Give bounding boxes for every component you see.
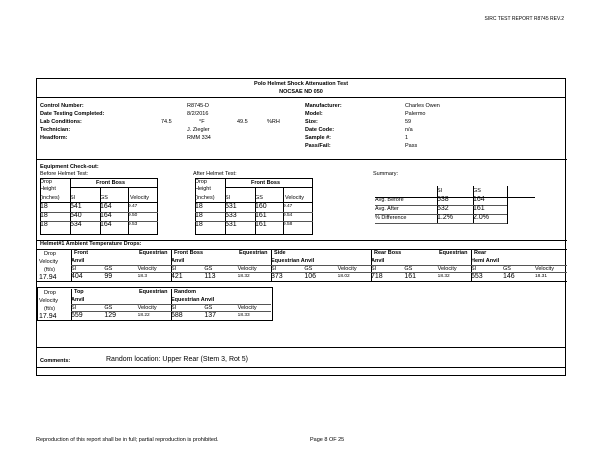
info-label: Headform: [40, 135, 68, 141]
cell-velocity: 18.02 [337, 274, 350, 279]
drop-label: Drop [44, 290, 56, 296]
cell-si: 404 [71, 273, 83, 280]
cell-si: 533 [225, 212, 237, 219]
rule [70, 187, 158, 188]
cell-gs: 161 [404, 273, 417, 280]
summary-gs: 161 [473, 205, 485, 212]
cell-drop: 18 [40, 212, 48, 219]
cell-velocity: 9.50 [128, 213, 138, 218]
col-gs: GS [204, 305, 213, 311]
col-gs: GS [304, 266, 313, 272]
location-label: Rear [474, 250, 487, 256]
col-velocity: Velocity [337, 266, 357, 272]
rule [171, 311, 271, 312]
info-label: Technician: [40, 127, 71, 133]
col-velocity: Velocity [137, 305, 157, 311]
equestrian-label: Equestrian [239, 250, 268, 256]
col-gs: GS [404, 266, 413, 272]
rule [71, 272, 171, 273]
cell-gs: 164 [100, 212, 112, 219]
anvil-label: Hemi Anvil [471, 258, 500, 264]
summary-col-si: SI [437, 188, 443, 194]
cell-gs: 129 [104, 312, 117, 319]
anvil-label: Equestrian Anvil [171, 297, 215, 303]
info-value: Palermo [405, 111, 426, 117]
cell-velocity: 9.58 [283, 222, 293, 227]
col-gs: GS [503, 266, 511, 272]
info-value: RMM 334 [187, 135, 211, 141]
cell-gs: 164 [100, 203, 112, 210]
cell-gs: 137 [204, 312, 217, 319]
rule [128, 187, 129, 235]
location-label: Front [74, 250, 89, 256]
anvil-label: Anvil [71, 258, 85, 264]
cell-si: 531 [225, 203, 237, 210]
checkout-heading: Equipment Check-out: [40, 164, 99, 170]
summary-gs: 2.0% [473, 214, 489, 221]
location-label: Front Boss [174, 250, 204, 256]
col-si: SI [71, 305, 77, 311]
col-si: SI [70, 195, 76, 201]
rule [40, 202, 158, 203]
footer-page: Page 8 OF 25 [310, 437, 345, 443]
before-label: Before Helmet Test: [40, 171, 89, 177]
test-sheet [36, 78, 566, 376]
cell-gs: 160 [255, 203, 267, 210]
rule [37, 159, 567, 160]
fts-label: (ft/s) [44, 267, 55, 273]
summary-label: % Difference [375, 215, 407, 221]
sheet-title: Polo Helmet Shock Attenuation Test [253, 81, 349, 87]
col-si: SI [171, 305, 177, 311]
col-si: SI [225, 195, 231, 201]
lab-temp-unit: °F [199, 119, 205, 125]
cell-drop: 18 [40, 203, 48, 210]
col-si: SI [471, 266, 477, 272]
rule [37, 281, 567, 282]
rule [195, 212, 313, 213]
cell-velocity: 18.32 [437, 274, 450, 279]
cell-si: 531 [225, 221, 237, 228]
drop-label: Drop [195, 179, 207, 185]
location-label: Side [274, 250, 286, 256]
rule [371, 272, 471, 273]
cell-velocity: 9.47 [283, 204, 293, 209]
cell-si: 421 [171, 273, 183, 280]
info-value: 1 [405, 135, 409, 141]
cell-si: 540 [70, 212, 82, 219]
info-value: Pass [405, 143, 418, 149]
cell-gs: 161 [255, 212, 267, 219]
col-si: SI [271, 266, 277, 272]
cell-gs: 161 [255, 221, 267, 228]
rule [37, 249, 567, 250]
ambient-heading: Helmet#1 Ambient Temperature Drops: [40, 241, 142, 247]
summary-col-gs: GS [473, 188, 481, 194]
col-gs: GS [100, 195, 108, 201]
col-gs: GS [204, 266, 213, 272]
lab-temp: 74.5 [161, 119, 172, 125]
sheet-standard: NOCSAE ND 050 [279, 89, 323, 95]
info-label: Manufacturer: [305, 103, 342, 109]
fts-label: (ft/s) [44, 306, 55, 312]
drop-label: Height [40, 186, 56, 192]
cell-si: 534 [70, 221, 82, 228]
cell-si: 373 [271, 273, 283, 280]
cell-drop: 18 [40, 221, 48, 228]
summary-label: Summary: [373, 171, 399, 177]
col-gs: GS [255, 195, 263, 201]
col-velocity: Velocity [437, 266, 457, 272]
info-value: J. Ziegler [187, 127, 210, 133]
cell-drop: 18 [195, 203, 203, 210]
rule [271, 272, 371, 273]
cell-velocity: 9.53 [128, 222, 138, 227]
location-label: Top [74, 289, 84, 295]
drop-velocity: 17.94 [39, 313, 57, 320]
drop-label: Height [195, 186, 211, 192]
after-label: After Helmet Test: [193, 171, 237, 177]
cell-velocity: 9.47 [128, 204, 138, 209]
lab-rh: 49.5 [237, 119, 248, 125]
footer-notice: Reproduction of this report shall be in full; partial reproduction is prohibited. [36, 437, 219, 443]
cell-velocity: 18.31 [535, 274, 548, 279]
col-gs: GS [104, 266, 113, 272]
cell-gs: 99 [104, 273, 113, 280]
rule [471, 272, 567, 273]
equestrian-label: Equestrian [439, 250, 468, 256]
cell-gs: 106 [304, 273, 317, 280]
anvil-label: Anvil [371, 258, 385, 264]
summary-gs: 164 [473, 196, 485, 203]
info-value: 59 [405, 119, 412, 125]
cell-gs: 113 [204, 273, 216, 280]
cell-gs: 146 [503, 273, 515, 280]
rule [40, 221, 158, 222]
col-velocity: Velocity [137, 266, 157, 272]
info-label: Lab Conditions: [40, 119, 82, 125]
col-velocity: Velocity [237, 305, 257, 311]
info-label: Pass/Fail: [305, 143, 331, 149]
equestrian-label: Equestrian [139, 250, 168, 256]
cell-si: 541 [70, 203, 82, 210]
cell-velocity: 9.54 [283, 213, 293, 218]
drop-velocity: 17.94 [39, 274, 57, 281]
rule [40, 212, 158, 213]
rule [507, 186, 508, 224]
equestrian-label: Equestrian [139, 289, 168, 295]
cell-si: 653 [471, 273, 483, 280]
anvil-label: Equestrian Anvil [271, 258, 315, 264]
rule [195, 221, 313, 222]
info-label: Model: [305, 111, 323, 117]
summary-label: Avg. After [375, 206, 399, 212]
rule [71, 311, 171, 312]
drop-label: Drop [44, 251, 56, 257]
rule [225, 187, 313, 188]
comments-label: Comments: [40, 358, 71, 364]
boss-label: Front Boss [251, 180, 281, 186]
info-label: Sample #: [305, 135, 331, 141]
info-value: 8/2/2016 [187, 111, 209, 117]
location-label: Rear Boss [374, 250, 402, 256]
drop-label: (inches) [40, 195, 60, 201]
summary-si: 1.2% [437, 214, 453, 221]
cell-si: 659 [71, 312, 83, 319]
col-gs: GS [104, 305, 113, 311]
info-label: Size: [305, 119, 318, 125]
location-label: Random [174, 289, 196, 295]
rule [171, 272, 271, 273]
drop-label: Drop [40, 179, 52, 185]
col-velocity: Velocity [130, 195, 149, 201]
col-velocity: Velocity [535, 266, 554, 272]
boss-label: Front Boss [96, 180, 126, 186]
info-value: n/a [405, 127, 413, 133]
info-label: Control Number: [40, 103, 84, 109]
velocity-label: Velocity [39, 259, 58, 265]
cell-si: 718 [371, 273, 383, 280]
cell-velocity: 18.32 [237, 274, 250, 279]
drop-label: (inches) [195, 195, 215, 201]
info-label: Date Testing Completed: [40, 111, 105, 117]
col-velocity: Velocity [237, 266, 257, 272]
info-value: R8745-D [187, 103, 210, 109]
cell-drop: 18 [195, 221, 203, 228]
info-value: Charles Owen [405, 103, 440, 109]
anvil-label: Anvil [71, 297, 85, 303]
comments-text: Random location: Upper Rear (Stem 3, Rot 5) [106, 356, 249, 363]
velocity-label: Velocity [39, 298, 58, 304]
col-si: SI [371, 266, 377, 272]
col-si: SI [171, 266, 177, 272]
rule [283, 187, 284, 235]
summary-si: 538 [437, 196, 449, 203]
cell-gs: 164 [100, 221, 112, 228]
cell-si: 688 [171, 312, 183, 319]
col-si: SI [71, 266, 77, 272]
cell-velocity: 18.3 [137, 274, 147, 279]
summary-si: 532 [437, 205, 449, 212]
info-label: Date Code: [305, 127, 335, 133]
report-id: SIRC TEST REPORT R8745 REV.2 [484, 16, 564, 22]
rule [375, 223, 507, 224]
cell-velocity: 18.33 [237, 313, 250, 318]
cell-velocity: 18.22 [137, 313, 150, 318]
col-velocity: Velocity [285, 195, 304, 201]
anvil-label: Anvil [171, 258, 185, 264]
lab-rh-unit: %RH [267, 119, 280, 125]
summary-label: Avg. Before [375, 197, 404, 203]
cell-drop: 18 [195, 212, 203, 219]
rule [195, 202, 313, 203]
